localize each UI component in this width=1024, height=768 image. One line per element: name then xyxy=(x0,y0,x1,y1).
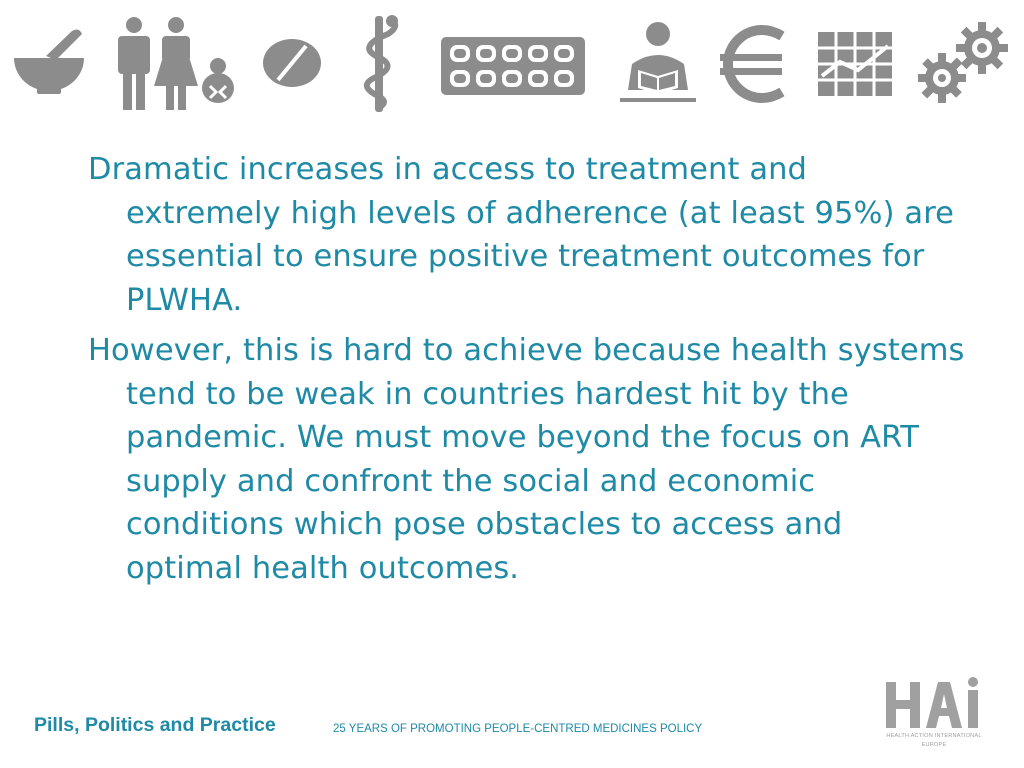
euro-icon xyxy=(716,24,790,104)
gears-icon xyxy=(918,20,1010,104)
slide-body xyxy=(88,148,968,597)
person-reading-icon xyxy=(618,20,698,104)
blister-pack-icon xyxy=(440,36,586,96)
mortar-and-pestle-icon xyxy=(10,28,90,98)
hai-logo-organization: HEALTH ACTION INTERNATIONAL xyxy=(886,733,982,739)
family-icon xyxy=(112,16,240,112)
hai-logo-region: EUROPE xyxy=(921,742,947,748)
caduceus-icon xyxy=(348,12,412,114)
body-paragraph-adherence: Dramatic increases in access to treatment and extremely high levels of adherence (at least 95%) are essential to ensure positive treatment outcomes for PLWHA. xyxy=(88,152,955,318)
hai-logo-mark xyxy=(880,676,990,732)
header-icon-bar xyxy=(0,0,1024,120)
footer-title: Pills, Politics and Practice xyxy=(34,714,276,736)
chart-grid-icon xyxy=(818,32,892,96)
pill-icon xyxy=(262,38,322,88)
hai-logo xyxy=(880,676,990,756)
body-paragraph-health-systems: However, this is hard to achieve because health systems tend to be weak in countries hardest hit by the pandemic. We must move beyond the focus on ART supply and confront the social and economic conditions which pose obstacles to access and optimal health outcomes. xyxy=(88,333,965,586)
footer-tagline: 25 YEARS OF PROMOTING PEOPLE-CENTRED MEDICINES POLICY xyxy=(333,723,703,735)
